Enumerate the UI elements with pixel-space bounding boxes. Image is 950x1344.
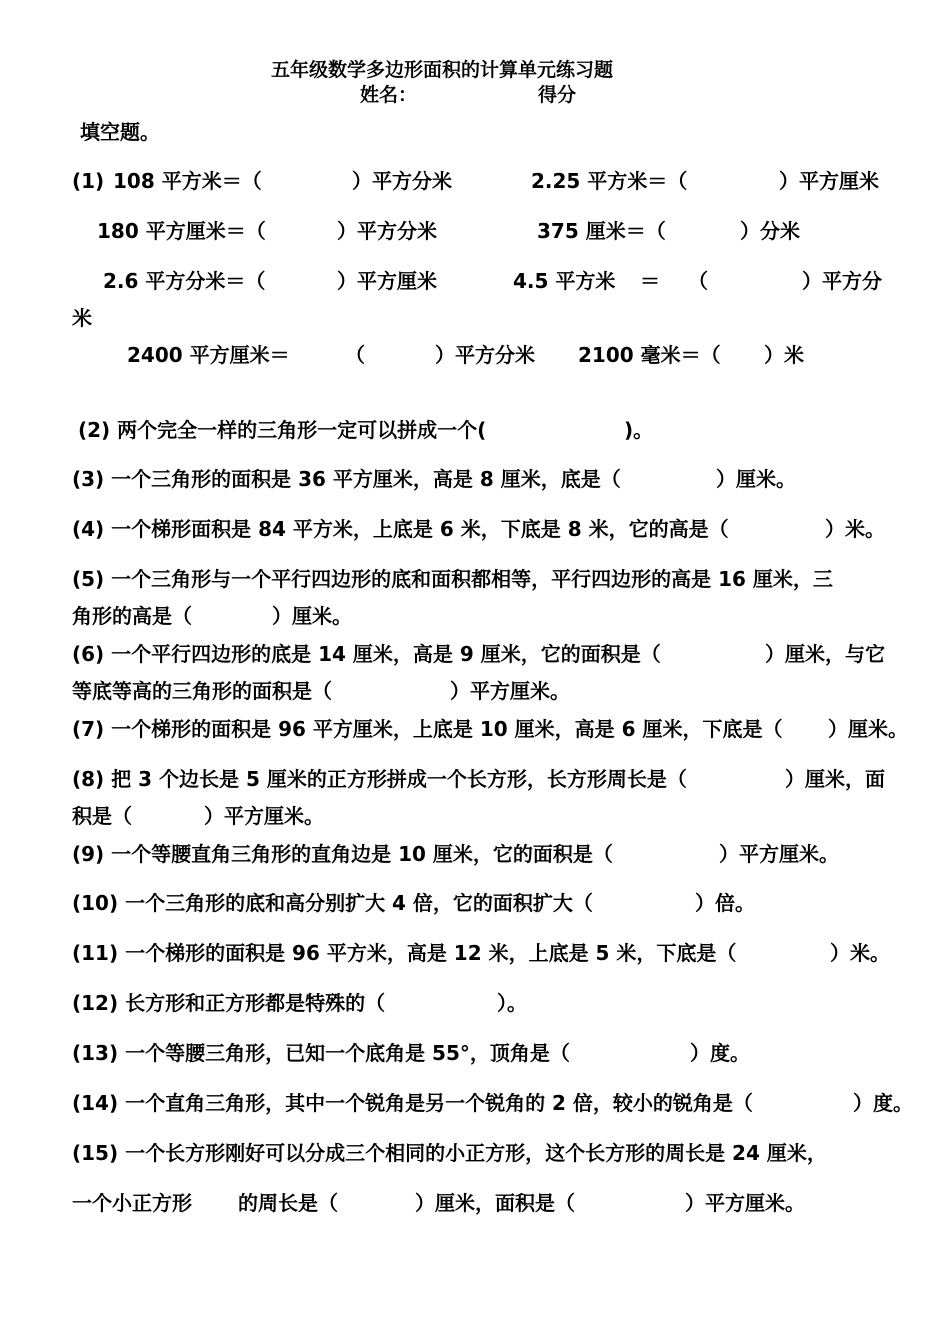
q5-line-1: (5) 一个三角形与一个平行四边形的底和面积都相等，平行四边形的高是 16 厘米，三 [72,567,833,591]
q3-end: ）厘米。 [716,467,796,491]
q1-item-d-left: 375 厘米＝（ [537,219,666,243]
q1-item-h-right: ）米 [764,343,804,367]
q1-item-g-right: ）平方分米 [435,343,535,367]
q1-item-f-wrap: 米 [72,306,92,330]
q5-line-2: 角形的高是（ [72,604,192,628]
q7-text: (7) 一个梯形的面积是 96 平方厘米，上底是 10 厘米，高是 6 厘米，下底是（ [72,717,783,741]
q15-line-2a: 一个小正方形 [72,1191,192,1215]
q15-line-2b: 的周长是（ [238,1191,338,1215]
q12-end: ）。 [497,991,527,1015]
q4-end: ）米。 [825,517,885,541]
q10-text: (10) 一个三角形的底和高分别扩大 4 倍，它的面积扩大（ [72,891,593,915]
q2-end: )。 [624,418,654,442]
q11-text: (11) 一个梯形的面积是 96 平方米，高是 12 米，上底是 5 米，下底是（ [72,941,737,965]
q5-end: ）厘米。 [272,604,352,628]
section-label: 填空题。 [80,120,160,144]
score-label: 得分 [538,84,577,106]
q1-item-e-right: ）平方厘米 [337,269,437,293]
q1-item-b-left: 2.25 平方米＝（ [531,169,688,193]
q1-item-f-paren: （ [688,269,708,293]
q1-item-c-right: ）平方分米 [337,219,437,243]
q1-item-c-left: 180 平方厘米＝（ [97,219,266,243]
q11-end: ）米。 [830,941,890,965]
q1-item-a-left: 108 平方米＝（ [113,169,262,193]
q1-item-g-paren: （ [345,343,365,367]
q10-end: ）倍。 [695,891,755,915]
q2-text: (2) 两个完全一样的三角形一定可以拼成一个( [78,418,487,442]
q1-item-f-right: ）平方分 [802,269,882,293]
q6-line-1-end: ）厘米，与它 [765,642,885,666]
q13-end: ）度。 [690,1041,750,1065]
document-title: 五年级数学多边形面积的计算单元练习题 [271,59,614,81]
q1-item-b-right: ）平方厘米 [779,169,879,193]
q12-text: (12) 长方形和正方形都是特殊的（ [72,991,386,1015]
q13-text: (13) 一个等腰三角形，已知一个底角是 55°，顶角是（ [72,1041,570,1065]
q4-text: (4) 一个梯形面积是 84 平方米，上底是 6 米，下底是 8 米，它的高是（ [72,517,729,541]
q8-line-1-end: ）厘米，面 [785,767,885,791]
q6-line-2: 等底等高的三角形的面积是（ [72,679,332,703]
q14-end: ）度。 [853,1091,913,1115]
q8-line-1: (8) 把 3 个边长是 5 厘米的正方形拼成一个长方形，长方形周长是（ [72,767,687,791]
q15-line-1: (15) 一个长方形刚好可以分成三个相同的小正方形，这个长方形的周长是 24 厘米， [72,1141,827,1165]
q1-item-g-left: 2400 平方厘米＝ [127,343,290,367]
q6-end: ）平方厘米。 [450,679,570,703]
q9-text: (9) 一个等腰直角三角形的直角边是 10 厘米，它的面积是（ [72,842,613,866]
q1-item-f-left: 4.5 平方米 [513,269,616,293]
q1-item-h-left: 2100 毫米＝（ [578,343,721,367]
q1-item-d-right: ）分米 [740,219,800,243]
q1-item-e-left: 2.6 平方分米＝（ [103,269,266,293]
name-label: 姓名： [360,84,418,106]
q1-item-a-right: ）平方分米 [352,169,452,193]
q3-text: (3) 一个三角形的面积是 36 平方厘米，高是 8 厘米，底是（ [72,467,621,491]
q14-text: (14) 一个直角三角形，其中一个锐角是另一个锐角的 2 倍，较小的锐角是（ [72,1091,753,1115]
q8-line-2: 积是（ [72,804,132,828]
q7-end: ）厘米。 [828,717,908,741]
q8-end: ）平方厘米。 [204,804,324,828]
q9-end: ）平方厘米。 [719,842,839,866]
q15-line-2c: ）厘米，面积是（ [415,1191,575,1215]
q1-item-f-equals: ＝ [640,269,660,293]
q1-number: (1) [72,169,105,193]
q6-line-1: (6) 一个平行四边形的底是 14 厘米，高是 9 厘米，它的面积是（ [72,642,661,666]
q15-end: ）平方厘米。 [685,1191,805,1215]
